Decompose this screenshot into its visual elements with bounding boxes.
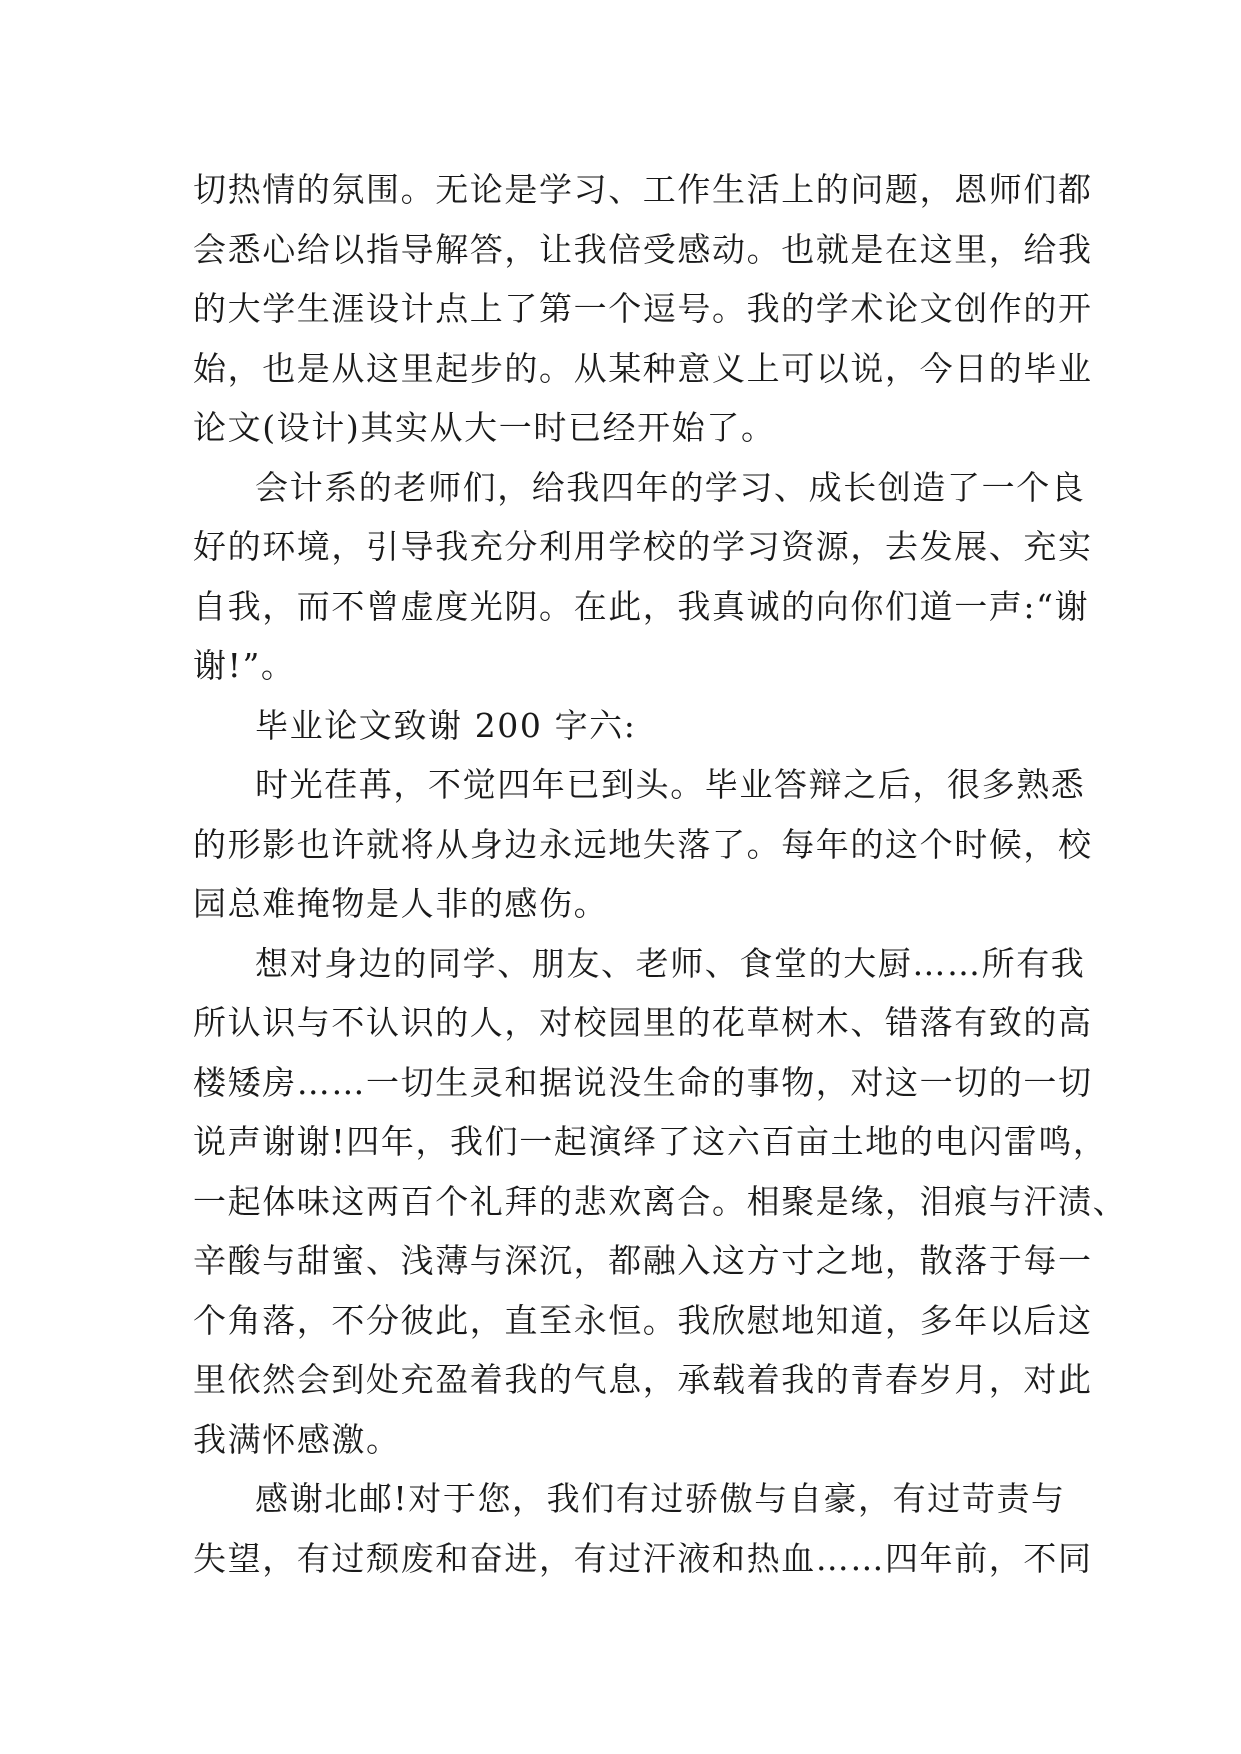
text-line: 里依然会到处充盈着我的气息，承载着我的青春岁月，对此: [193, 1360, 1093, 1399]
text-line: 自我，而不曾虚度光阴。在此，我真诚的向你们道一声:“谢: [193, 586, 1090, 626]
section-heading: 毕业论文致谢 200 字六:: [255, 705, 637, 745]
text-line: 我满怀感激。: [193, 1419, 401, 1459]
paragraph-first-line: 时光荏苒，不觉四年已到头。毕业答辩之后，很多熟悉: [255, 765, 1086, 804]
text-line: 一起体味这两百个礼拜的悲欢离合。相聚是缘，泪痕与汗渍、: [193, 1181, 1128, 1221]
text-line: 个角落，不分彼此，直至永恒。我欣慰地知道，多年以后这: [193, 1300, 1093, 1340]
text-line: 失望，有过颓废和奋进，有过汗液和热血……四年前，不同: [193, 1538, 1093, 1578]
text-line: 的大学生涯设计点上了第一个逗号。我的学术论文创作的开: [193, 289, 1093, 328]
text-line: 谢!”。: [193, 646, 296, 685]
document-body: [193, 160, 1128, 1588]
text-line: 楼矮房……一切生灵和据说没生命的事物，对这一切的一切: [193, 1062, 1093, 1102]
text-line: 所认识与不认识的人，对校园里的花草树木、错落有致的高: [193, 1003, 1093, 1042]
text-line: 辛酸与甜蜜、浅薄与深沉，都融入这方寸之地，散落于每一: [193, 1241, 1093, 1280]
text-line: 的形影也许就将从身边永远地失落了。每年的这个时候，校: [193, 824, 1093, 864]
paragraph-first-line: 感谢北邮!对于您，我们有过骄傲与自豪，有过苛责与: [255, 1479, 1066, 1518]
text-line: 会悉心给以指导解答，让我倍受感动。也就是在这里，给我: [193, 229, 1093, 269]
text-line: 说声谢谢!四年，我们一起演绎了这六百亩土地的电闪雷鸣，: [193, 1122, 1108, 1161]
paragraph-first-line: 会计系的老师们，给我四年的学习、成长创造了一个良: [255, 467, 1086, 507]
text-line: 论文(设计)其实从大一时已经开始了。: [193, 408, 776, 447]
paragraph-first-line: 想对身边的同学、朋友、老师、食堂的大厨……所有我: [255, 943, 1086, 983]
text-line: 园总难掩物是人非的感伤。: [193, 884, 609, 923]
text-line: 好的环境，引导我充分利用学校的学习资源，去发展、充实: [193, 527, 1093, 566]
text-line: 切热情的氛围。无论是学习、工作生活上的问题，恩师们都: [193, 170, 1093, 209]
text-line: 始，也是从这里起步的。从某种意义上可以说，今日的毕业: [193, 348, 1093, 388]
